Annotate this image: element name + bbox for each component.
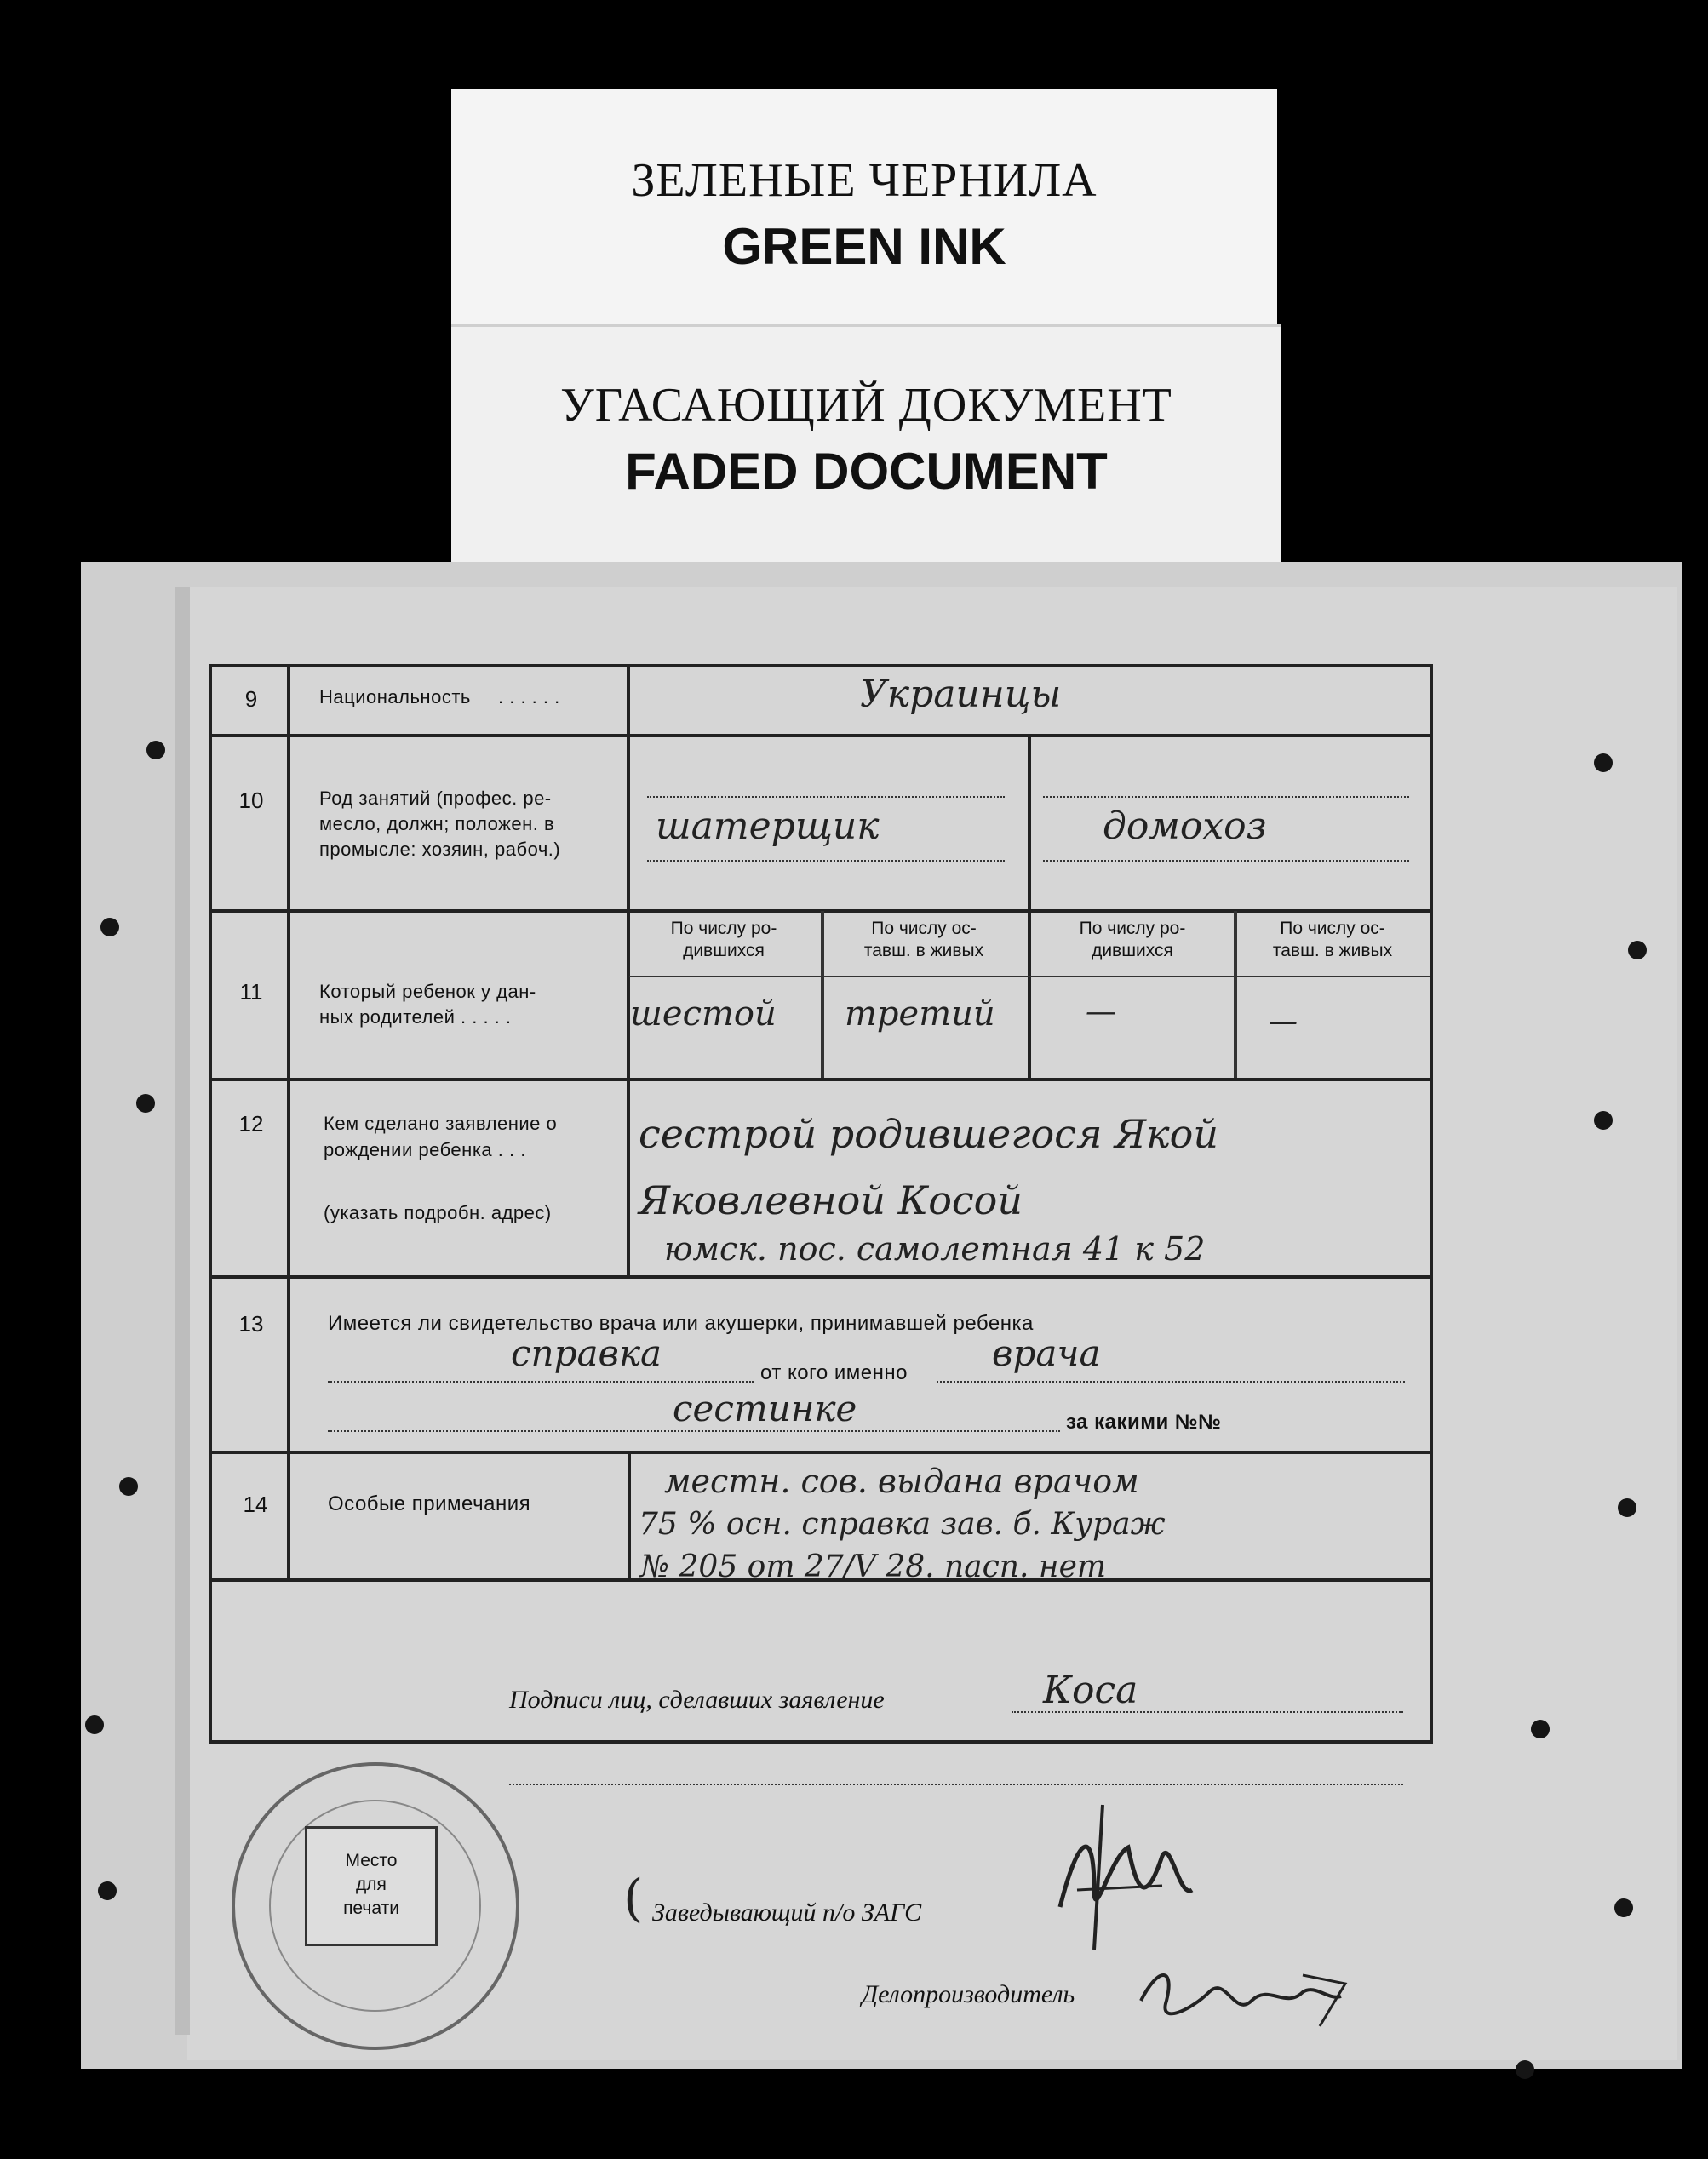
row-number-12: 12 [238,1111,264,1137]
sheet-edge [175,587,190,2035]
col-alive-label-4: тавш. в живых [1272,941,1393,960]
punch-hole [1594,753,1613,772]
punch-hole [98,1881,117,1900]
from-whom-label: от кого именно [760,1361,908,1384]
punch-hole [100,918,119,936]
bracket-mark: ( [623,1869,644,1928]
declarant-value-line-1: сестрой родившегося Якой [639,1111,1218,1157]
child-order-born-value-2: — [1086,994,1116,1029]
declarant-label-2: рождении ребенка . . . [324,1139,526,1160]
clerk-label: Делопроизводитель [862,1980,1075,2008]
declarant-value-line-2: Яковлевной Косой [639,1177,1023,1223]
row-number-14: 14 [243,1492,268,1517]
col-born-label-4: дившихся [1092,941,1173,960]
punch-hole [1618,1498,1636,1517]
child-order-alive-value-2: — [1269,1005,1298,1039]
child-order-label-2: ных родителей . . . . . [319,1006,512,1028]
notes-label: Особые примечания [328,1492,531,1515]
certificate-from-value: врача [992,1332,1101,1374]
seal-place-box [305,1826,438,1946]
child-order-alive-value: третий [845,994,995,1034]
notes-value-line-1: местн. сов. выдана врачом [664,1463,1139,1500]
punch-hole [1531,1720,1550,1738]
seal-label-1: Место [345,1851,398,1870]
green-ink-en-label: GREEN INK [722,218,1006,275]
col-alive-label-2: тавш. в живых [863,941,984,960]
punch-hole [1628,941,1647,959]
nationality-value: Украинцы [860,673,1062,716]
mother-occupation-value: домохоз [1103,805,1267,848]
row-number-10: 10 [238,787,264,813]
col-alive-label-3: По числу ос- [1280,919,1385,938]
father-occupation-value: шатерщик [656,805,880,848]
faded-document-en-label: FADED DOCUMENT [625,443,1108,500]
nationality-dots: . . . . . . [498,686,560,707]
certificate-value: справка [511,1332,662,1374]
registry-head-signature [1043,1788,1213,1958]
notes-value-line-2: 75 % осн. справка зав. б. Кураж [639,1507,1166,1542]
col-alive-label-1: По числу ос- [871,919,977,938]
green-ink-card [451,89,1277,328]
numbers-label: за какими №№ [1066,1411,1222,1434]
clerk-signature [1132,1950,1354,2043]
certificate-label: Имеется ли свидетельство врача или акушерки, принимавшей ребенка [328,1312,1034,1335]
row-number-11: 11 [239,979,263,1005]
declarant-label-1: Кем сделано заявление о [324,1113,558,1134]
applicants-signature-label: Подписи лиц, сделавших заявление [509,1686,885,1714]
row-number-13: 13 [238,1311,264,1337]
faded-document-card [451,324,1281,582]
notes-value-line-3: № 205 от 27/V 28. пасп. нет [640,1549,1107,1584]
green-ink-ru-label: ЗЕЛЕНЫЕ ЧЕРНИЛА [631,154,1098,207]
punch-hole [1614,1898,1633,1917]
punch-hole [1594,1111,1613,1130]
seal-label-3: печати [343,1898,399,1918]
punch-hole [146,741,165,759]
occupation-label-1: Род занятий (профес. ре- [319,787,552,809]
registry-head-label: Заведывающий п/о ЗАГС [652,1898,922,1927]
faded-document-ru-label: УГАСАЮЩИЙ ДОКУМЕНТ [560,379,1172,432]
occupation-label-3: промысле: хозяин, рабоч.) [319,839,561,860]
col-born-label-1: По числу ро- [670,919,777,938]
occupation-label-2: месло, должн; положен. в [319,813,555,834]
punch-hole [85,1715,104,1734]
punch-hole [1516,2060,1534,2079]
seal-label-2: для [356,1875,387,1894]
declarant-address-value: юмск. пос. самолетная 41 к 52 [664,1230,1206,1268]
col-born-label-3: По числу ро- [1079,919,1186,938]
punch-hole [119,1477,138,1496]
nationality-label: Национальность [319,686,471,707]
child-order-label-1: Который ребенок у дан- [319,981,536,1002]
certificate-number-value: сестинке [673,1388,857,1429]
applicant-signature: Коса [1043,1669,1138,1712]
declarant-label-3: (указать подробн. адрес) [324,1202,552,1223]
punch-hole [136,1094,155,1113]
child-order-born-value: шестой [630,994,777,1034]
row-number-9: 9 [244,686,258,712]
col-born-label-2: дившихся [683,941,765,960]
